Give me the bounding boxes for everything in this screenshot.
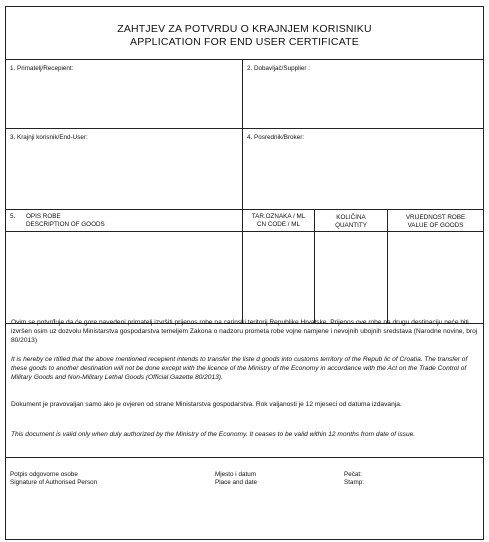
place-date-label-hr: Mjesto i datum bbox=[215, 471, 256, 478]
end-user-certificate-form bbox=[5, 6, 484, 540]
goods-quantity-cell[interactable] bbox=[315, 232, 387, 323]
title-croatian: ZAHTJEV ZA POTVRDU O KRAJNJEM KORISNIKU bbox=[117, 23, 372, 35]
goods-col-number: 5. bbox=[10, 213, 16, 220]
broker-field[interactable] bbox=[243, 129, 483, 209]
supplier-label: 2. Dobavljač/Supplier : bbox=[247, 65, 311, 72]
validity-english: This document is valid only when duly authorized by the Ministry of the Economy. It ceases to be valid within 12 months from date of issue. bbox=[11, 431, 416, 438]
goods-col-description-en: DESCRIPTION OF GOODS bbox=[26, 221, 105, 228]
signature-label-hr: Potpis odgovorne osobe bbox=[10, 471, 78, 478]
signature-area[interactable] bbox=[6, 488, 206, 538]
broker-label: 4. Posrednik/Broker: bbox=[247, 134, 305, 141]
goods-col-cn-code-hr: TAR.OZNAKA / ML bbox=[251, 213, 306, 220]
goods-col-quantity-hr: KOLIČINA bbox=[336, 214, 366, 221]
validity-croatian: Dokument je pravovaljan samo ako je ovjeren od strane Ministarstva gospodarstva. Rok valjanosti je 12 mjeseci od datuma izdavanja. bbox=[11, 401, 402, 408]
goods-description-cell[interactable] bbox=[6, 232, 242, 323]
supplier-field[interactable] bbox=[243, 60, 483, 128]
stamp-label-en: Stamp: bbox=[344, 479, 364, 486]
goods-col-value-en: VALUE OF GOODS bbox=[407, 222, 464, 229]
signature-label-en: Signature of Authorised Person bbox=[10, 479, 98, 486]
place-date-label-en: Place and date bbox=[215, 479, 258, 486]
form-header bbox=[6, 7, 483, 60]
goods-value-cell[interactable] bbox=[388, 232, 483, 323]
goods-col-cn-code-en: CN CODE / ML bbox=[256, 221, 301, 228]
signature-divider bbox=[6, 457, 483, 458]
end-user-field[interactable] bbox=[6, 129, 242, 209]
recipient-field[interactable] bbox=[6, 60, 242, 128]
place-date-area[interactable] bbox=[211, 488, 339, 538]
stamp-label-hr: Pečat: bbox=[344, 471, 362, 478]
goods-col-quantity-en: QUANTITY bbox=[335, 222, 367, 229]
statement-croatian: Ovim se potvrđuje da će gore navedeni primatelj izvršiti prijenos robe na carinski teritorij Republike Hrvatske. Prijenos ove robe na drugu destinaciju neće biti izvršen osim uz dozvolu Ministarstva gospodarstva temeljem Zakona o nadzoru prometa robe vojne namjene i nevojnih ubojnih sredstava (Narodne novine, broj 80/2013) bbox=[11, 319, 478, 344]
statement-english: It is hereby ce rtified that the above mentioned recepient intends to transfer the liste d goods into customs territory of the Repub lic of Croatia. The transfer of these goods to another destination will not be done except with the licence of the Ministry of the Economy in accordance with the Act on the Trade Control of Military Goods and Non-Military Lethal Goods (Official Gazette 80/2013). bbox=[11, 356, 468, 381]
divider-row-2 bbox=[6, 209, 483, 210]
stamp-area[interactable] bbox=[340, 488, 480, 538]
goods-cn-code-cell[interactable] bbox=[243, 232, 314, 323]
title-english: APPLICATION FOR END USER CERTIFICATE bbox=[130, 36, 359, 48]
end-user-label: 3. Krajnji korisnik/End-User: bbox=[10, 134, 88, 141]
goods-col-value-hr: VRIJEDNOST ROBE bbox=[405, 214, 466, 221]
goods-col-description-hr: OPIS ROBE bbox=[26, 213, 61, 220]
recipient-label: 1. Primatelj/Recepient: bbox=[10, 65, 74, 72]
